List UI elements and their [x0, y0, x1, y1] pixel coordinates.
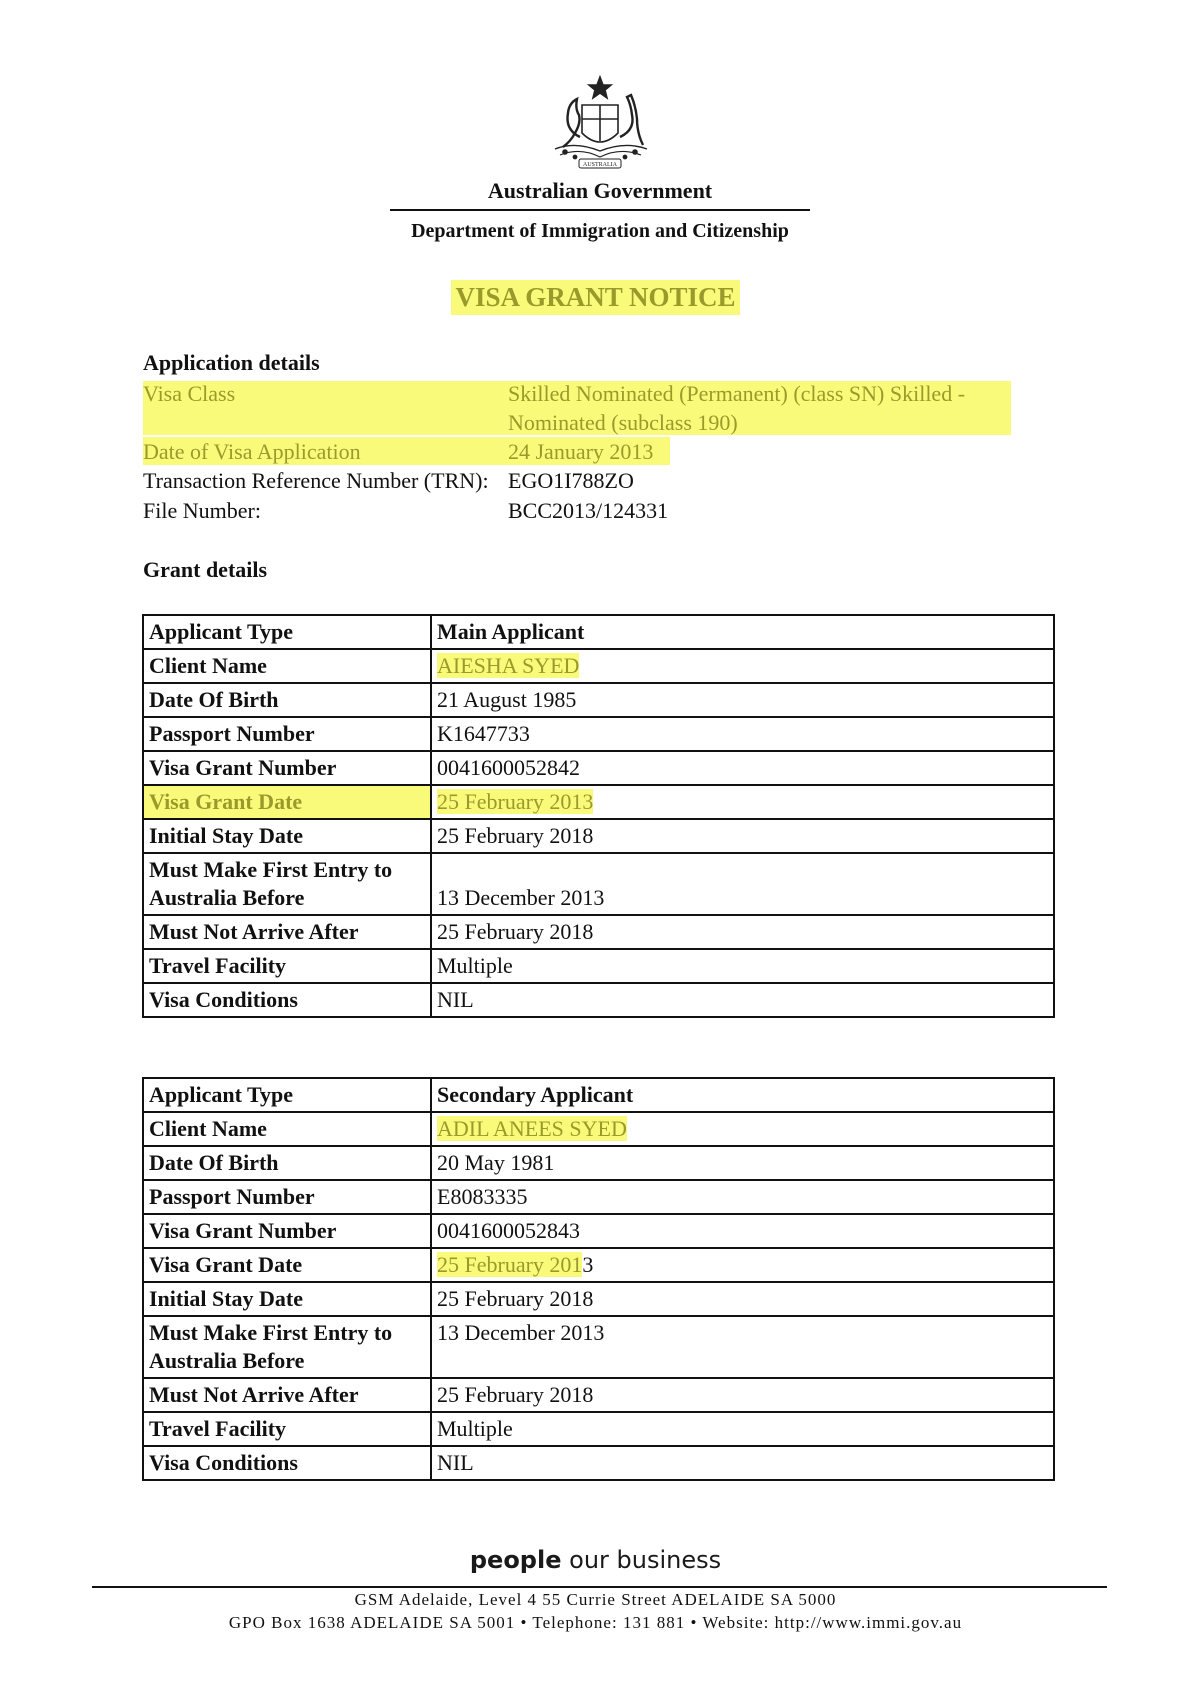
- file-number-value: BCC2013/124331: [508, 498, 669, 523]
- stay-value: 25 February 2018: [431, 1282, 1054, 1316]
- trn-label: Transaction Reference Number (TRN):: [143, 468, 489, 493]
- grant-date-value: 25 February 2013: [437, 789, 594, 814]
- table-row: [143, 819, 1054, 853]
- application-details-heading: Application details: [143, 350, 320, 375]
- not-arrive-value: 25 February 2018: [431, 1378, 1054, 1412]
- visa-conditions-label: Visa Conditions: [143, 983, 431, 1017]
- first-entry-value: 13 December 2013: [431, 853, 1054, 915]
- not-arrive-label: Must Not Arrive After: [143, 915, 431, 949]
- grant-number-value: 0041600052843: [431, 1214, 1054, 1248]
- travel-facility-value: Multiple: [431, 949, 1054, 983]
- table-row: [143, 717, 1054, 751]
- grant-date-label: Visa Grant Date: [143, 785, 431, 819]
- table-row: [143, 1378, 1054, 1412]
- applicant-type-value: Main Applicant: [431, 615, 1054, 649]
- first-entry-label-line1: Must Make First Entry to: [149, 857, 393, 882]
- table-row: [143, 915, 1054, 949]
- file-number-label: File Number:: [143, 498, 261, 523]
- client-name-cell: [431, 649, 1054, 683]
- table-row: [143, 853, 1054, 915]
- grant-date-label: Visa Grant Date: [143, 1248, 431, 1282]
- notice-title: VISA GRANT NOTICE: [451, 280, 739, 315]
- dob-label: Date Of Birth: [143, 1146, 431, 1180]
- passport-label: Passport Number: [143, 717, 431, 751]
- table-row: [143, 1248, 1054, 1282]
- grant-date-value-marked: 25 February 201: [437, 1252, 583, 1277]
- travel-facility-label: Travel Facility: [143, 949, 431, 983]
- grant-details-heading: Grant details: [143, 557, 268, 582]
- table-row: [143, 1180, 1054, 1214]
- table-row: [143, 1112, 1054, 1146]
- dob-label: Date Of Birth: [143, 683, 431, 717]
- grant-date-value-rest: 3: [582, 1252, 594, 1277]
- visa-class-value-line1: Skilled Nominated (Permanent) (class SN) Skilled -: [508, 381, 966, 406]
- first-entry-label-line2: Australia Before: [149, 885, 305, 910]
- grant-number-label: Visa Grant Number: [143, 751, 431, 785]
- visa-class-label: Visa Class: [143, 381, 236, 406]
- footer-address-line1: GSM Adelaide, Level 4 55 Currie Street ADELAIDE SA 5000: [354, 1590, 837, 1609]
- first-entry-label-line2: Australia Before: [149, 1348, 305, 1373]
- secondary-applicant-table: [142, 1077, 1055, 1481]
- table-row: [143, 615, 1054, 649]
- trn-value: EGO1I788ZO: [508, 468, 634, 493]
- stay-label: Initial Stay Date: [143, 819, 431, 853]
- header-divider: [390, 209, 810, 211]
- stay-value: 25 February 2018: [431, 819, 1054, 853]
- main-applicant-table: [142, 614, 1055, 1018]
- passport-value: K1647733: [431, 717, 1054, 751]
- table-row: [143, 1446, 1054, 1480]
- travel-facility-value: Multiple: [431, 1412, 1054, 1446]
- table-row: [143, 683, 1054, 717]
- table-row: [143, 1412, 1054, 1446]
- client-name-value: ADIL ANEES SYED: [437, 1116, 627, 1141]
- visa-class-value-line2: Nominated (subclass 190): [508, 410, 738, 435]
- application-date-value: 24 January 2013: [508, 439, 654, 464]
- grant-date-cell: [431, 1248, 1054, 1282]
- passport-label: Passport Number: [143, 1180, 431, 1214]
- first-entry-value: 13 December 2013: [431, 1316, 1054, 1378]
- first-entry-label-line1: Must Make First Entry to: [149, 1320, 393, 1345]
- travel-facility-label: Travel Facility: [143, 1412, 431, 1446]
- table-row: [143, 649, 1054, 683]
- visa-conditions-value: NIL: [431, 1446, 1054, 1480]
- grant-number-value: 0041600052842: [431, 751, 1054, 785]
- not-arrive-label: Must Not Arrive After: [143, 1378, 431, 1412]
- passport-value: E8083335: [431, 1180, 1054, 1214]
- applicant-type-value: Secondary Applicant: [431, 1078, 1054, 1112]
- table-row: [143, 751, 1054, 785]
- table-row: [143, 949, 1054, 983]
- footer-tagline: [0, 1546, 1191, 1574]
- grant-date-cell: [431, 785, 1054, 819]
- table-row: [143, 1146, 1054, 1180]
- application-date-label: Date of Visa Application: [143, 439, 361, 464]
- stay-label: Initial Stay Date: [143, 1282, 431, 1316]
- dob-value: 20 May 1981: [431, 1146, 1054, 1180]
- table-row: [143, 983, 1054, 1017]
- applicant-type-label: Applicant Type: [143, 1078, 431, 1112]
- grant-number-label: Visa Grant Number: [143, 1214, 431, 1248]
- table-row: [143, 1078, 1054, 1112]
- coat-of-arms-icon: [535, 75, 665, 175]
- not-arrive-value: 25 February 2018: [431, 915, 1054, 949]
- client-name-label: Client Name: [143, 1112, 431, 1146]
- client-name-value: AIESHA SYED: [437, 653, 580, 678]
- dob-value: 21 August 1985: [431, 683, 1054, 717]
- tagline-rest: our business: [561, 1546, 722, 1574]
- client-name-label: Client Name: [143, 649, 431, 683]
- visa-conditions-label: Visa Conditions: [143, 1446, 431, 1480]
- table-row: [143, 1214, 1054, 1248]
- client-name-cell: [431, 1112, 1054, 1146]
- notice-title-wrap: [0, 280, 1191, 315]
- footer-address-line2: GPO Box 1638 ADELAIDE SA 5001 • Telephone: 131 881 • Website: http://www.immi.gov.au: [228, 1613, 963, 1632]
- government-title: Australian Government: [487, 178, 713, 203]
- visa-conditions-value: NIL: [431, 983, 1054, 1017]
- applicant-type-label: Applicant Type: [143, 615, 431, 649]
- crest-lettering: AUSTRALIA: [583, 162, 617, 168]
- department-name: Department of Immigration and Citizenship: [411, 220, 789, 242]
- table-row: [143, 785, 1054, 819]
- table-row: [143, 1316, 1054, 1378]
- footer-divider: [92, 1586, 1107, 1588]
- table-row: [143, 1282, 1054, 1316]
- tagline-bold: people: [469, 1546, 562, 1574]
- first-entry-label: [143, 853, 431, 915]
- first-entry-label: [143, 1316, 431, 1378]
